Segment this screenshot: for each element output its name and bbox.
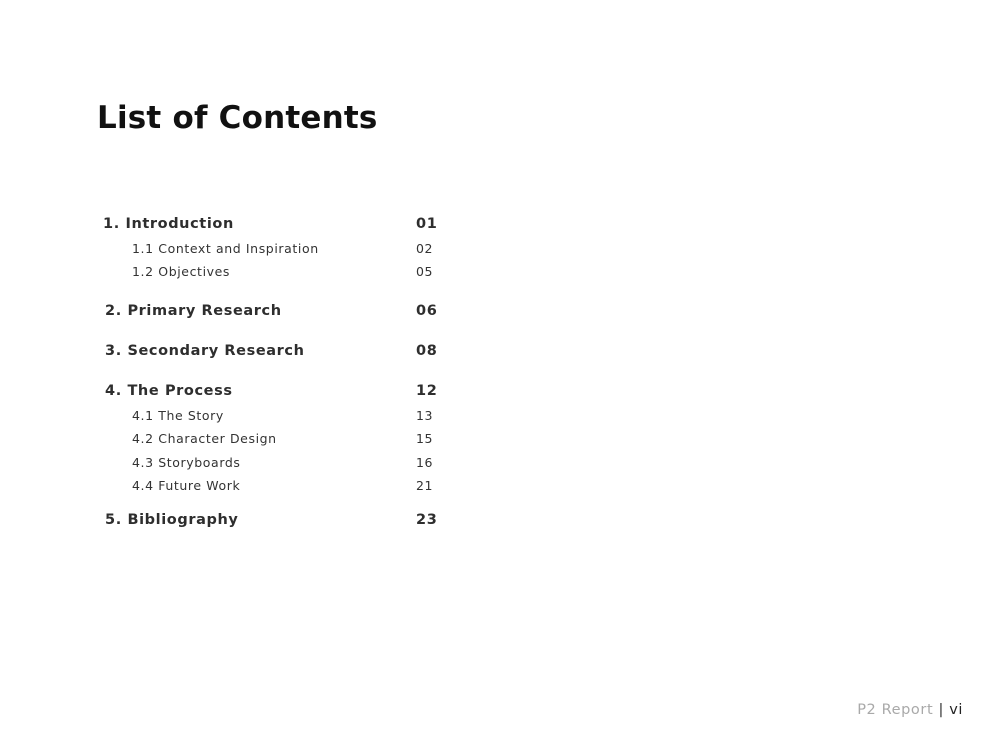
toc-entry-objectives[interactable] (0, 261, 1000, 283)
toc-entry-the-process[interactable] (0, 380, 1000, 402)
toc-entry-label: 4.2 Character Design (132, 431, 277, 446)
footer-separator: | (938, 702, 944, 718)
toc-entry-label: 1. Introduction (103, 216, 234, 232)
toc-entry-page: 23 (416, 512, 438, 528)
toc-entry-label: 4. The Process (105, 383, 233, 399)
toc-entry-label: 1.2 Objectives (132, 264, 231, 279)
toc-entry-page: 02 (416, 241, 434, 256)
footer-report-name: P2 Report (857, 702, 934, 718)
page-title: List of Contents (97, 100, 378, 136)
toc-entry-page: 05 (416, 264, 434, 279)
toc-entry-character-design[interactable] (0, 428, 1000, 450)
toc-entry-page: 06 (416, 303, 438, 319)
toc-entry-label: 4.1 The Story (132, 408, 224, 423)
toc-entry-page: 21 (416, 478, 434, 493)
toc-entry-page: 13 (416, 408, 434, 423)
toc-entry-context-and-inspiration[interactable] (0, 238, 1000, 260)
toc-entry-the-story[interactable] (0, 405, 1000, 427)
toc-entry-label: 2. Primary Research (105, 303, 282, 319)
toc-entry-label: 1.1 Context and Inspiration (132, 241, 319, 256)
toc-entry-label: 4.4 Future Work (132, 478, 241, 493)
toc-entry-page: 01 (416, 216, 438, 232)
toc-entry-introduction[interactable] (0, 213, 1000, 235)
toc-entry-page: 16 (416, 455, 434, 470)
toc-entry-page: 15 (416, 431, 434, 446)
footer-page-number: vi (949, 702, 963, 718)
toc-entry-label: 5. Bibliography (105, 512, 239, 528)
toc-entry-label: 3. Secondary Research (105, 343, 305, 359)
toc-entry-label: 4.3 Storyboards (132, 455, 241, 470)
page-footer (857, 700, 963, 720)
toc-entry-page: 08 (416, 343, 438, 359)
toc-entry-secondary-research[interactable] (0, 340, 1000, 362)
toc-entry-primary-research[interactable] (0, 300, 1000, 322)
toc-entry-future-work[interactable] (0, 475, 1000, 497)
toc-entry-page: 12 (416, 383, 438, 399)
toc-entry-bibliography[interactable] (0, 509, 1000, 531)
toc-entry-storyboards[interactable] (0, 452, 1000, 474)
